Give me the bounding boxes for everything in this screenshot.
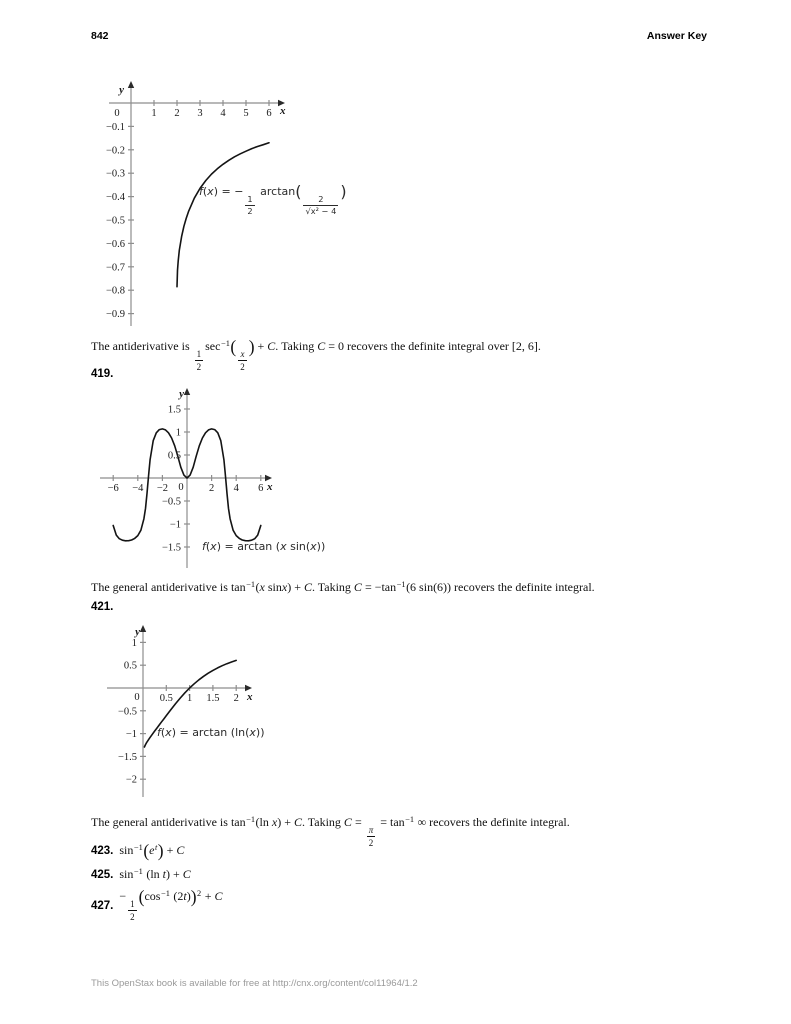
- math-run: = tan: [377, 815, 405, 829]
- math-run: ) = arctan (ln(: [171, 726, 250, 739]
- answer-419-text: [91, 580, 595, 595]
- math-run: C: [293, 815, 302, 829]
- answer-row-427: [91, 886, 223, 923]
- math-run: ) +: [277, 815, 294, 829]
- math-run: t: [183, 889, 187, 903]
- y-tick-label: 1: [175, 427, 181, 439]
- math-run: ∞ recovers the definite integral.: [414, 815, 570, 829]
- y-tick-label: −2: [125, 774, 137, 786]
- math-run: +: [201, 889, 215, 903]
- problem-number-423: 423.: [91, 844, 114, 857]
- math-run: (: [160, 726, 166, 739]
- y-tick-label: −0.5: [161, 496, 181, 508]
- math-run: (: [230, 336, 237, 357]
- math-run: sin: [264, 580, 282, 594]
- math-run: . Taking: [275, 339, 318, 353]
- y-axis-label: y: [179, 388, 184, 400]
- math-run: cos: [144, 889, 161, 903]
- fraction: $\frac{x}{2}$: [240, 349, 245, 373]
- problem-number-427: 427.: [91, 899, 114, 912]
- math-run: ) = −: [213, 185, 244, 198]
- math-run: (ln: [255, 815, 272, 829]
- math-run: arctan: [256, 185, 296, 198]
- y-axis-arrow: [184, 388, 190, 395]
- answer-427-formula: [119, 886, 223, 923]
- math-run: ) +: [166, 867, 183, 881]
- x-tick-label: 2: [174, 108, 180, 119]
- y-tick-label: −0.2: [105, 145, 125, 157]
- math-run: −1: [133, 842, 143, 852]
- math-run: = −tan: [361, 580, 397, 594]
- y-tick-label: −0.3: [105, 168, 125, 180]
- math-run: ) +: [287, 580, 304, 594]
- math-run: C: [176, 843, 185, 857]
- y-tick-label: 1.5: [167, 404, 181, 416]
- math-run: −1: [246, 579, 256, 589]
- math-run: +: [254, 339, 268, 353]
- math-run: x: [249, 726, 256, 739]
- math-run: C: [317, 339, 326, 353]
- x-tick-label: 3: [197, 108, 203, 119]
- math-run: C: [303, 580, 312, 594]
- math-run: t: [162, 867, 167, 881]
- math-run: (: [138, 886, 145, 907]
- math-run: sin: [119, 843, 134, 857]
- math-run: 2: [197, 888, 202, 898]
- answer-417-text: [91, 336, 541, 373]
- math-run: ) = arctan (: [216, 540, 281, 553]
- y-tick-label: −0.1: [105, 121, 125, 133]
- math-run: ): [186, 889, 191, 903]
- math-run: ): [190, 886, 197, 907]
- x-tick-label: −4: [132, 483, 144, 494]
- y-tick-label: 1: [131, 637, 137, 649]
- math-run: e: [149, 843, 155, 857]
- x-tick-label: 2: [208, 483, 215, 494]
- math-run: x: [281, 580, 288, 594]
- math-run: C: [182, 867, 191, 881]
- x-tick-label: 2: [233, 693, 239, 704]
- math-run: )): [316, 540, 326, 553]
- origin-label: 0: [178, 482, 184, 493]
- math-run: . Taking: [311, 580, 354, 594]
- graph-419-function-label: [202, 540, 325, 553]
- x-tick-label: 1: [151, 108, 157, 119]
- math-run: (: [143, 840, 150, 861]
- x-tick-label: 4: [220, 108, 226, 119]
- y-tick-label: −0.5: [105, 215, 125, 227]
- math-run: x: [207, 185, 214, 198]
- math-run: (ln: [143, 867, 163, 881]
- y-tick-label: 0.5: [123, 660, 137, 672]
- x-tick-label: 0.5: [159, 693, 173, 704]
- math-run: (: [295, 182, 302, 202]
- math-run: x: [271, 815, 278, 829]
- answer-423-formula: [119, 840, 185, 861]
- math-run: x: [165, 726, 172, 739]
- y-tick-label: −1: [125, 729, 137, 741]
- math-run: C: [214, 889, 223, 903]
- math-run: −1: [246, 814, 256, 824]
- math-run: = 0 recovers the definite integral over [2, 6].: [325, 339, 541, 353]
- y-axis-label: y: [119, 84, 124, 96]
- fraction: $\frac{\pi}{2}$: [368, 825, 374, 849]
- problem-number-421: 421.: [91, 601, 114, 613]
- y-tick-label: −1: [169, 519, 181, 531]
- math-run: =: [351, 815, 365, 829]
- math-run: f: [199, 185, 203, 198]
- problem-number-425: 425.: [91, 868, 114, 881]
- y-tick-label: 0.5: [167, 450, 181, 462]
- x-tick-label: 1.5: [206, 693, 220, 704]
- math-run: t: [154, 842, 158, 852]
- math-run: ): [340, 182, 347, 202]
- math-run: x: [210, 540, 217, 553]
- math-run: (6 sin(6)) recovers the definite integral.: [406, 580, 595, 594]
- math-run: C: [267, 339, 276, 353]
- y-tick-label: −1.5: [117, 751, 137, 763]
- math-run: sin(: [286, 540, 311, 553]
- math-run: The general antiderivative is tan: [91, 815, 246, 829]
- math-run: ): [248, 336, 255, 357]
- fraction: $\frac{2}{\text{√x² − 4}}$: [305, 193, 337, 216]
- math-run: −1: [220, 338, 230, 348]
- math-run: −1: [160, 888, 170, 898]
- y-tick-label: −0.4: [105, 192, 125, 204]
- math-run: x: [310, 540, 317, 553]
- x-tick-label: −6: [107, 483, 119, 494]
- x-tick-label: 6: [266, 108, 272, 119]
- answer-row-425: [91, 867, 191, 882]
- math-run: C: [343, 815, 352, 829]
- y-axis-arrow: [140, 625, 146, 632]
- answer-425-formula: [119, 867, 190, 882]
- math-run: (: [205, 540, 211, 553]
- problem-number-419: 419.: [91, 368, 114, 380]
- y-tick-label: −0.5: [117, 706, 137, 718]
- x-tick-label: 5: [243, 108, 249, 119]
- graph-421-function-label: [157, 726, 265, 739]
- fraction: $\frac{1}{2}$: [130, 899, 135, 923]
- math-run: (2: [170, 889, 184, 903]
- math-run: The general antiderivative is tan: [91, 580, 246, 594]
- y-tick-label: −0.6: [105, 238, 125, 250]
- y-tick-label: −1.5: [161, 542, 181, 554]
- y-tick-label: −0.8: [105, 285, 125, 297]
- math-run: f: [202, 540, 206, 553]
- answer-row-423: [91, 840, 185, 861]
- math-run: (: [255, 580, 260, 594]
- fraction: $\frac{1}{2}$: [247, 193, 253, 216]
- math-run: sin: [119, 867, 134, 881]
- y-axis-arrow: [128, 81, 134, 88]
- math-run: sec: [205, 339, 221, 353]
- graph-421-arctan-lnx: [95, 625, 297, 803]
- math-run: ): [157, 840, 164, 861]
- y-tick-label: −0.9: [105, 309, 125, 321]
- x-axis-label: x: [247, 691, 253, 703]
- page-number: 842: [91, 30, 109, 42]
- fraction: $\frac{1}{2}$: [196, 349, 202, 373]
- footer-attribution: This OpenStax book is available for free at http://cnx.org/content/col11964/1.2: [91, 978, 418, 989]
- math-run: . Taking: [301, 815, 344, 829]
- y-tick-label: −0.7: [105, 262, 125, 274]
- origin-label: 0: [114, 108, 120, 119]
- math-run: x: [259, 580, 265, 594]
- math-run: +: [163, 843, 177, 857]
- x-axis-label: x: [280, 105, 286, 117]
- math-run: f: [157, 726, 161, 739]
- math-run: )): [255, 726, 265, 739]
- x-tick-label: −2: [156, 483, 168, 494]
- math-run: −1: [405, 814, 415, 824]
- x-tick-label: 4: [233, 483, 239, 494]
- origin-label: 0: [134, 692, 140, 703]
- math-run: x: [280, 540, 287, 553]
- math-run: −: [119, 889, 127, 903]
- x-axis-label: x: [267, 481, 273, 493]
- header-title: Answer Key: [646, 30, 707, 42]
- math-run: C: [353, 580, 362, 594]
- x-tick-label: 6: [258, 483, 264, 494]
- x-tick-label: 1: [186, 693, 193, 704]
- math-run: −1: [133, 866, 143, 876]
- graph-417-function-label: [199, 182, 347, 216]
- y-axis-label: y: [135, 626, 140, 638]
- math-run: The antiderivative is: [91, 339, 193, 353]
- math-run: (: [202, 185, 208, 198]
- math-run: −1: [396, 579, 406, 589]
